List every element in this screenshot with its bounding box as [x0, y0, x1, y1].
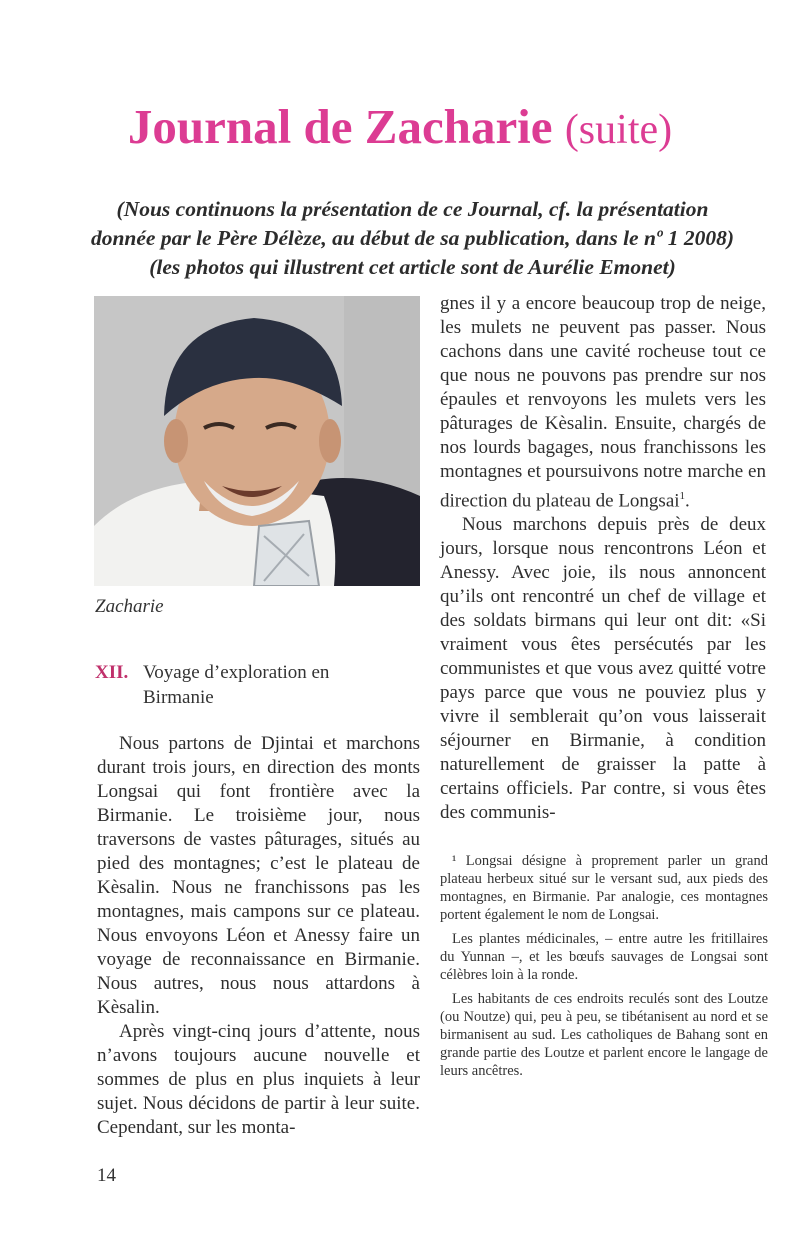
section-heading: [95, 660, 329, 710]
section-number: XII.: [95, 662, 129, 683]
title-suffix: (suite): [564, 107, 673, 153]
intro-line: (Nous continuons la présentation de ce Journal, cf. la présentation: [116, 197, 709, 221]
photo-caption: Zacharie: [95, 596, 164, 617]
footnote-ref: 1: [679, 490, 686, 502]
paragraph: [440, 292, 766, 513]
paragraph-end: .: [685, 490, 690, 512]
footnotes: [440, 852, 768, 1086]
paragraph-text: gnes il y a encore beaucoup trop de neige, les mulets ne peuvent pas passer. Nous cachons dans une cavité rocheuse tout ce que nous ne pouvons pas prendre sur nos épaules et renvoyons les mulets vers les pâturages de Kèsalin. Ensuite, chargés de nos lourds bagages, nous franchissons les montagnes et poursuivons notre marche en direction du plateau de Longsai: [440, 293, 766, 512]
article-title: [0, 92, 800, 165]
right-text-column: [440, 292, 766, 825]
title-main: Journal de Zacharie: [127, 99, 553, 154]
page-number: 14: [97, 1165, 116, 1186]
intro-line: donnée par le Père Délèze, au début de sa publication, dans le nº 1 2008): [90, 226, 735, 250]
paragraph: Nous partons de Djintai et marchons durant trois jours, en direction des monts Longsai qui font frontière avec la Birmanie. Le troisième jour, nous traversons de vastes pâturages, situés au pied des montagnes; c’est le plateau de Kèsalin. Nous ne franchissons pas les montagnes, mais campons sur ce plateau. Nous envoyons Léon et Anessy faire un voyage de reconnaissance en Birmanie. Nous autres, nous nous attardons à Kèsalin.: [97, 733, 420, 1018]
footnote: Les habitants de ces endroits reculés sont des Loutze (ou Noutze) qui, peu à peu, se tibétanisent au nord et se birmanisent au sud. Les catholiques de Bahang sont en grande partie des Loutze et parlent encore le langage de leurs ancêtres.: [440, 991, 768, 1079]
left-text-column: [97, 732, 420, 1140]
paragraph: Nous marchons depuis près de deux jours, lorsque nous rencontrons Léon et Anessy. Avec joie, ils nous annoncent qu’ils ont rencontré un chef de village et des soldats birmans qui leur ont dit: «Si vraiment vous êtes persécutés par les communistes et que vous avez quitté votre pays parce que vous ne pouviez plus y vivre il semblerait qu’on vous laisserait séjourner en Birmanie, à condition naturellement de graisser la patte à certains officiels. Par contre, si vous êtes des communis-: [440, 514, 766, 824]
paragraph: Après vingt-cinq jours d’attente, nous n’avons toujours aucune nouvelle et sommes de plus en plus inquiets à leur sujet. Nous décidons de partir à leur suite. Cependant, sur les monta-: [97, 1021, 420, 1138]
footnote: Les plantes médicinales, – entre autre les fritillaires du Yunnan –, et les bœufs sauvages de Longsai sont célèbres loin à la ronde.: [440, 931, 768, 983]
footnote: ¹ Longsai désigne à proprement parler un grand plateau herbeux situé sur le versant sud, aux pieds des montagnes, en Birmanie. Par analogie, ces montagnes portent également le nom de Longsai.: [440, 853, 768, 923]
section-title-line2: Birmanie: [143, 687, 214, 708]
portrait-photo: [94, 296, 420, 586]
section-title: Voyage d’exploration en: [143, 662, 330, 683]
intro-line: (les photos qui illustrent cet article sont de Aurélie Emonet): [149, 255, 676, 279]
intro-note: [80, 195, 745, 282]
